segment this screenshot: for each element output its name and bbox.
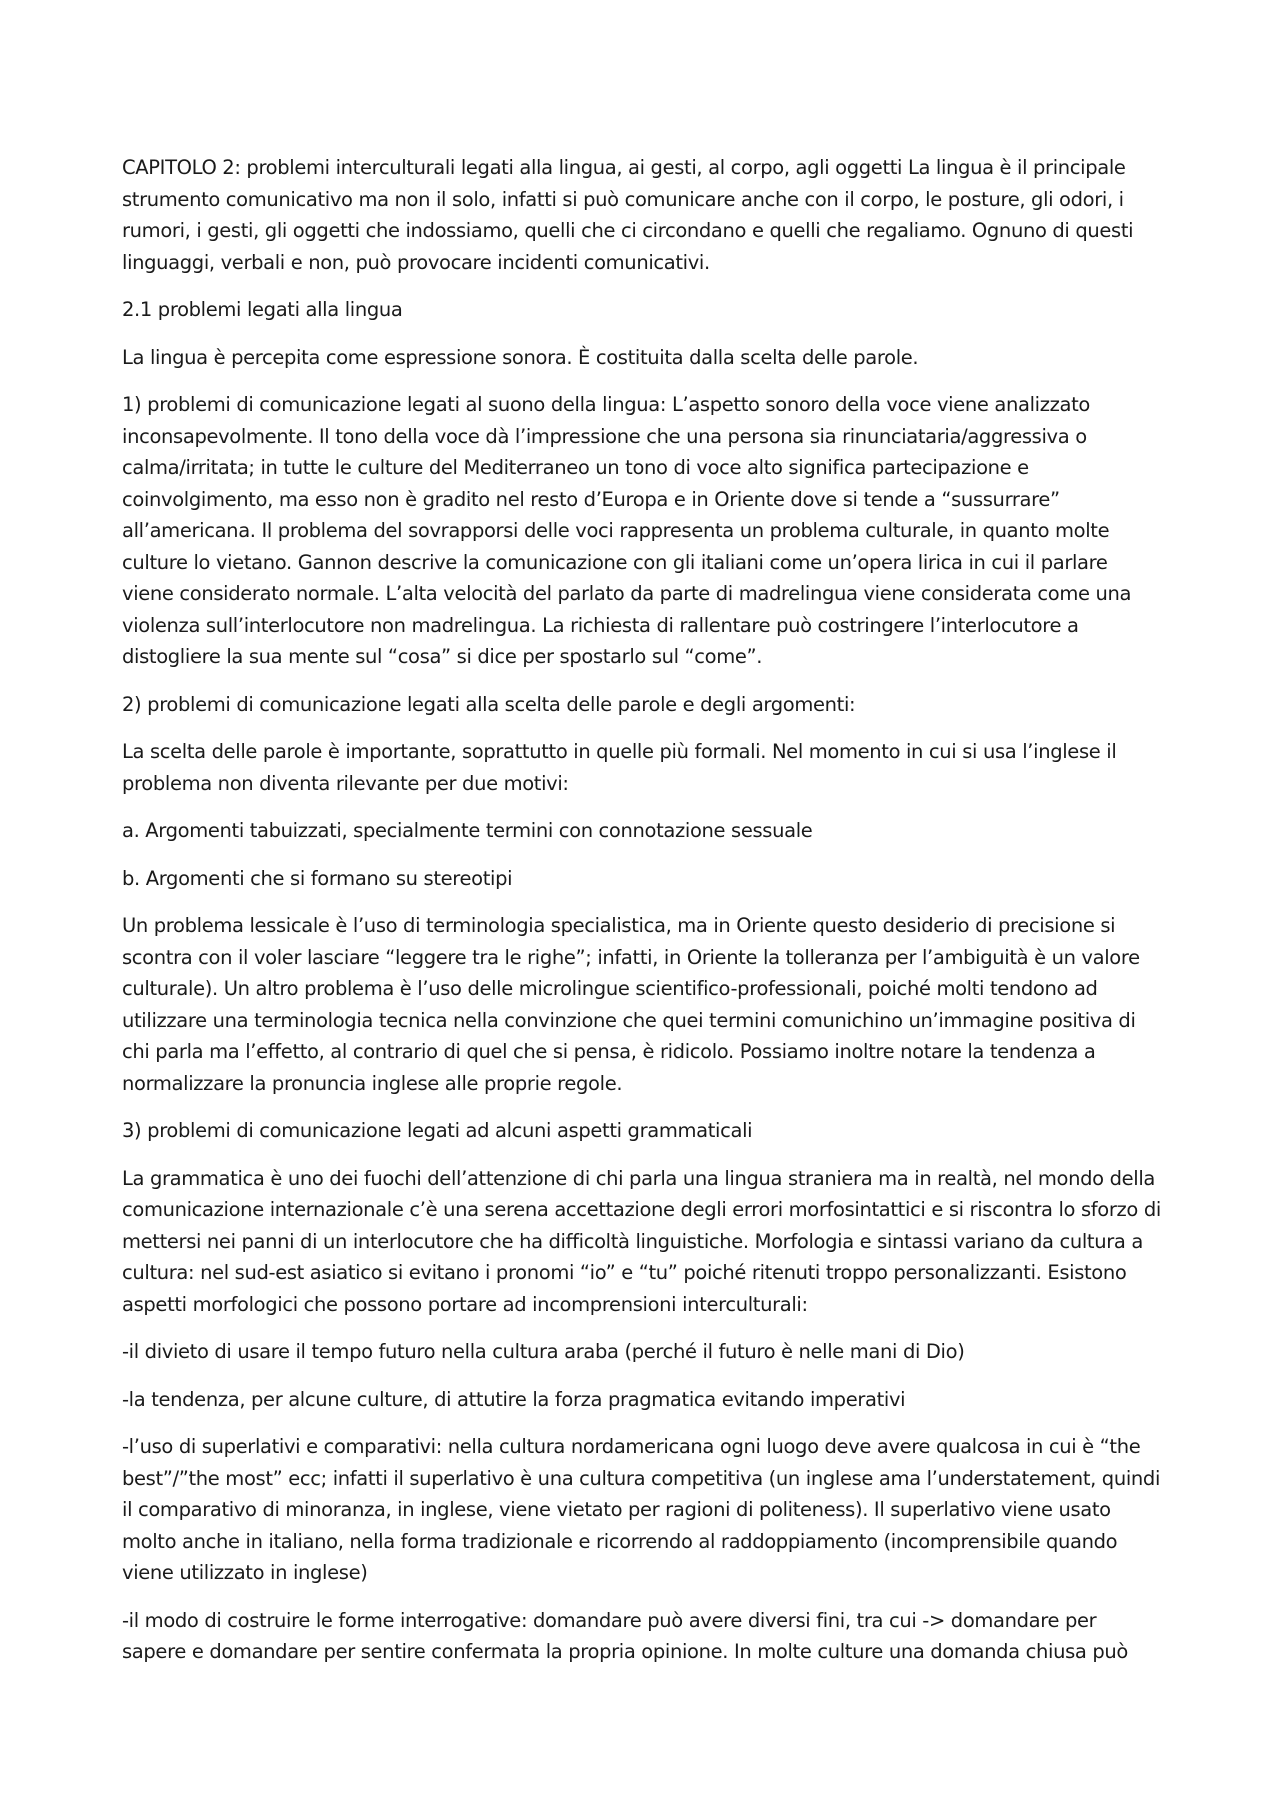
paragraph: 2) problemi di comunicazione legati alla scelta delle parole e degli argomenti:	[122, 692, 856, 716]
paragraph: La lingua è percepita come espressione sonora. È costituita dalla scelta delle parole.	[122, 345, 919, 369]
list-item: -la tendenza, per alcune culture, di attutire la forza pragmatica evitando imperativi	[122, 1387, 906, 1411]
document-body	[122, 152, 1162, 1684]
paragraph: 1) problemi di comunicazione legati al suono della lingua: L’aspetto sonoro della voce viene analizzato inconsapevolmente. Il tono della voce dà l’impressione che una persona sia rinunciataria/aggressiva o calma/irritata; in tutte le culture del Mediterraneo un tono di voce alto significa partecipazione e coinvolgimento, ma esso non è gradito nel resto d’Europa e in Oriente dove si tende a “sussurrare” all’americana. Il problema del sovrapporsi delle voci rappresenta un problema culturale, in quanto molte culture lo vietano. Gannon descrive la comunicazione con gli italiani come un’opera lirica in cui il parlare viene considerato normale. L’alta velocità del parlato da parte di madrelingua viene considerata come una violenza sull’interlocutore non madrelingua. La richiesta di rallentare può costringere l’interlocutore a distogliere la sua mente sul “cosa” si dice per spostarlo sul “come”.	[122, 393, 1132, 668]
paragraph: Un problema lessicale è l’uso di terminologia specialistica, ma in Oriente questo desiderio di precisione si scontra con il voler lasciare “leggere tra le righe”; infatti, in Oriente la tolleranza per l’ambiguità è un valore culturale). Un altro problema è l’uso delle microlingue scientifico-professionali, poiché molti tendono ad utilizzare una terminologia tecnica nella convinzione che quei termini comunichino un’immagine positiva di chi parla ma l’effetto, al contrario di quel che si pensa, è ridicolo. Possiamo inoltre notare la tendenza a normalizzare la pronuncia inglese alle proprie regole.	[122, 914, 1140, 1095]
list-item: b. Argomenti che si formano su stereotipi	[122, 866, 513, 890]
paragraph: 3) problemi di comunicazione legati ad alcuni aspetti grammaticali	[122, 1119, 753, 1142]
chapter-intro-paragraph: CAPITOLO 2: problemi interculturali legati alla lingua, ai gesti, al corpo, agli oggetti La lingua è il principale strumento comunicativo ma non il solo, infatti si può comunicare anche con il corpo, le posture, gli odori, i rumori, i gesti, gli oggetti che indossiamo, quelli che ci circondano e quelli che regaliamo. Ognuno di questi linguaggi, verbali e non, può provocare incidenti comunicativi.	[122, 156, 1134, 274]
list-item: -il modo di costruire le forme interrogative: domandare può avere diversi fini, tra cui -> domandare per sapere e domandare per sentire confermata la propria opinione. In molte culture una domanda chiusa può	[122, 1608, 1128, 1663]
list-item: a. Argomenti tabuizzati, specialmente termini con connotazione sessuale	[122, 819, 813, 842]
paragraph: La scelta delle parole è importante, soprattutto in quelle più formali. Nel momento in cui si usa l’inglese il problema non diventa rilevante per due motivi:	[122, 740, 1117, 795]
list-item: -l’uso di superlativi e comparativi: nella cultura nordamericana ogni luogo deve avere qualcosa in cui è “the best”/”the most” ecc; infatti il superlativo è una cultura competitiva (un inglese ama l’understatement, quindi il comparativo di minoranza, in inglese, viene vietato per ragioni di politeness). Il superlativo viene usato molto anche in italiano, nella forma tradizionale e ricorrendo al raddoppiamento (incomprensibile quando viene utilizzato in inglese)	[122, 1435, 1161, 1584]
section-heading: 2.1 problemi legati alla lingua	[122, 298, 403, 321]
list-item: -il divieto di usare il tempo futuro nella cultura araba (perché il futuro è nelle mani di Dio)	[122, 1340, 965, 1363]
paragraph: La grammatica è uno dei fuochi dell’attenzione di chi parla una lingua straniera ma in realtà, nel mondo della comunicazione internazionale c’è una serena accettazione degli errori morfosintattici e si riscontra lo sforzo di mettersi nei panni di un interlocutore che ha difficoltà linguistiche. Morfologia e sintassi variano da cultura a cultura: nel sud-est asiatico si evitano i pronomi “io” e “tu” poiché ritenuti troppo personalizzanti. Esistono aspetti morfologici che possono portare ad incomprensioni interculturali:	[122, 1166, 1161, 1316]
